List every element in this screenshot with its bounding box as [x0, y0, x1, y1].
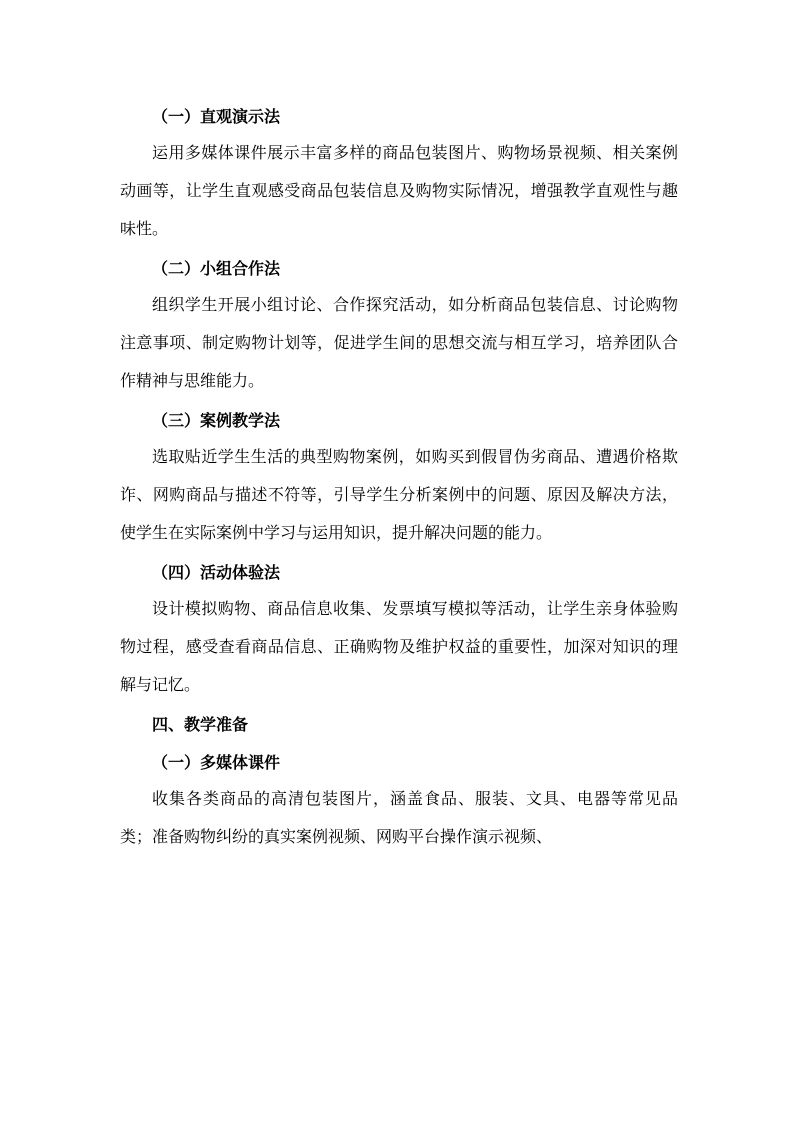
section-heading-multimedia-courseware: （一）多媒体课件 [152, 753, 281, 772]
section-paragraph-multimedia-courseware: 收集各类商品的高清包装图片，涵盖食品、服装、文具、电器等常见品类；准备购物纠纷的真实案例视频、网购平台操作演示视频、 [120, 789, 678, 846]
document-body [120, 100, 678, 856]
section-paragraph-activity-experience: 设计模拟购物、商品信息收集、发票填写模拟等活动，让学生亲身体验购物过程，感受查看商品信息、正确购物及维护权益的重要性，加深对知识的理解与记忆。 [120, 599, 678, 694]
section-paragraph-group-cooperation: 组织学生开展小组讨论、合作探究活动，如分析商品包装信息、讨论购物注意事项、制定购物计划等，促进学生间的思想交流与相互学习，培养团队合作精神与思维能力。 [120, 295, 678, 390]
section-paragraph-intuitive-demo: 运用多媒体课件展示丰富多样的商品包装图片、购物场景视频、相关案例动画等，让学生直观感受商品包装信息及购物实际情况，增强教学直观性与趣味性。 [120, 143, 678, 238]
chapter-heading-teaching-preparation: 四、教学准备 [152, 715, 249, 734]
section-heading-activity-experience: （四）活动体验法 [152, 563, 281, 582]
section-heading-group-cooperation: （二）小组合作法 [152, 259, 281, 278]
section-heading-intuitive-demo: （一）直观演示法 [152, 107, 281, 126]
section-paragraph-case-teaching: 选取贴近学生生活的典型购物案例，如购买到假冒伪劣商品、遭遇价格欺诈、网购商品与描述不符等，引导学生分析案例中的问题、原因及解决方法，使学生在实际案例中学习与运用知识，提升解决问题的能力。 [120, 447, 678, 542]
section-heading-case-teaching: （三）案例教学法 [152, 411, 281, 430]
